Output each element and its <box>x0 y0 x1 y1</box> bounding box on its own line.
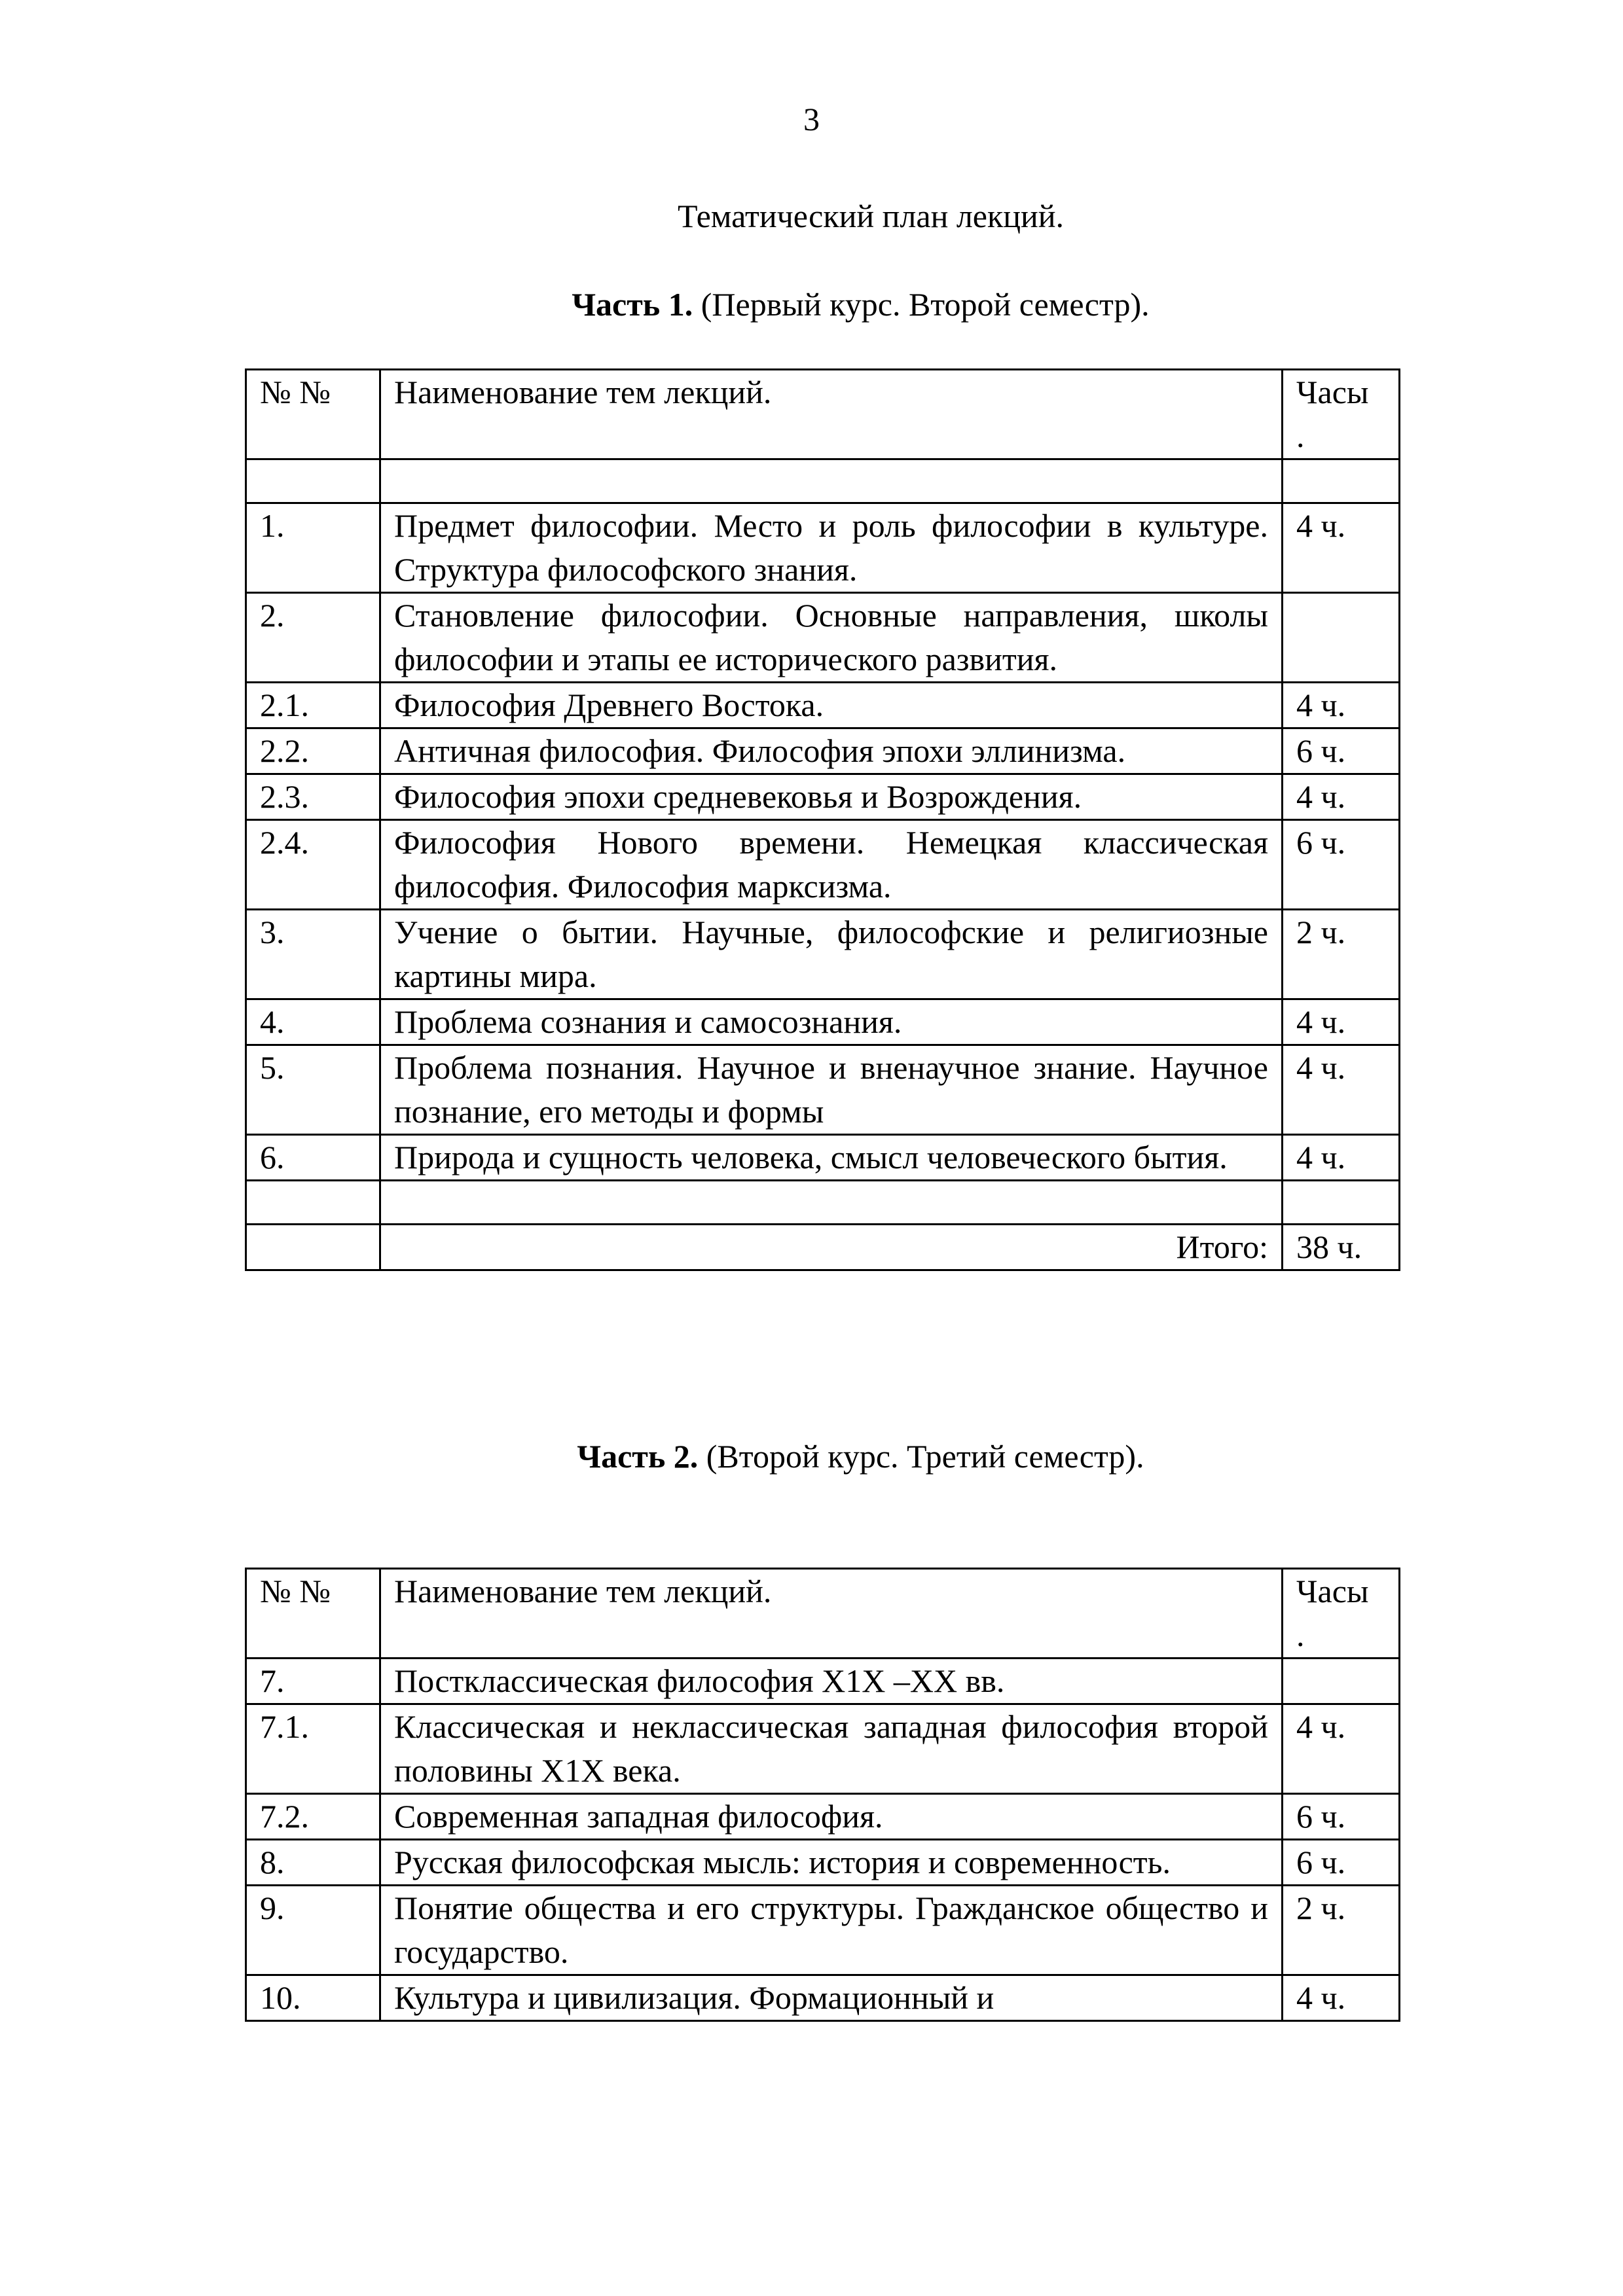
table-cell-empty <box>246 1181 380 1225</box>
row-name: Понятие общества и его структуры. Гражданское общество и государство. <box>380 1886 1283 1975</box>
table-cell-empty <box>1283 1181 1400 1225</box>
row-name: Философия Нового времени. Немецкая классическая философия. Философия марксизма. <box>380 820 1283 910</box>
row-hours: 4 ч. <box>1283 1045 1400 1135</box>
row-hours: 4 ч. <box>1283 683 1400 728</box>
row-num: 8. <box>246 1840 380 1886</box>
row-name: Становление философии. Основные направления, школы философии и этапы ее исторического развития. <box>380 593 1283 683</box>
row-name: Постклассическая философия Х1Х –ХХ вв. <box>380 1659 1283 1704</box>
header-hours <box>1283 370 1400 459</box>
row-hours: 4 ч. <box>1283 1704 1400 1794</box>
table-row <box>246 503 1400 593</box>
row-name: Проблема познания. Научное и вненаучное знание. Научное познание, его методы и формы <box>380 1045 1283 1135</box>
row-hours <box>1283 1659 1400 1704</box>
row-num: 3. <box>246 910 380 999</box>
row-hours <box>1283 593 1400 683</box>
row-num: 2. <box>246 593 380 683</box>
header-name: Наименование тем лекций. <box>380 1569 1283 1659</box>
row-hours: 4 ч. <box>1283 1975 1400 2021</box>
row-num: 4. <box>246 999 380 1045</box>
part2-heading <box>0 1437 1623 1476</box>
table-row-blank <box>246 1181 1400 1225</box>
table-cell-empty <box>246 1225 380 1270</box>
total-hours: 38 ч. <box>1283 1225 1400 1270</box>
header-num: № № <box>246 370 380 459</box>
table-header-row <box>246 370 1400 459</box>
row-name: Философия эпохи средневековья и Возрождения. <box>380 774 1283 820</box>
table-row <box>246 820 1400 910</box>
row-hours: 2 ч. <box>1283 910 1400 999</box>
part2-heading-bold: Часть 2. <box>577 1438 699 1475</box>
header-name: Наименование тем лекций. <box>380 370 1283 459</box>
row-num: 2.2. <box>246 728 380 774</box>
table-row-blank <box>246 459 1400 503</box>
row-name: Природа и сущность человека, смысл человеческого бытия. <box>380 1135 1283 1181</box>
table-row <box>246 683 1400 728</box>
header-hours-dot: . <box>1296 1617 1305 1653</box>
table-header-row <box>246 1569 1400 1659</box>
header-hours <box>1283 1569 1400 1659</box>
row-num: 10. <box>246 1975 380 2021</box>
header-hours-dot: . <box>1296 418 1305 454</box>
table-row <box>246 1794 1400 1840</box>
table-row <box>246 1135 1400 1181</box>
row-num: 5. <box>246 1045 380 1135</box>
header-hours-label: Часы <box>1296 374 1369 410</box>
table-cell-empty <box>380 1181 1283 1225</box>
part1-lecture-table <box>245 368 1400 1271</box>
page-number: 3 <box>803 101 820 137</box>
row-num: 7. <box>246 1659 380 1704</box>
part1-heading <box>0 285 1623 324</box>
row-name: Русская философская мысль: история и современность. <box>380 1840 1283 1886</box>
row-name: Философия Древнего Востока. <box>380 683 1283 728</box>
table-total-row <box>246 1225 1400 1270</box>
row-hours: 6 ч. <box>1283 820 1400 910</box>
row-hours: 4 ч. <box>1283 503 1400 593</box>
row-num: 2.4. <box>246 820 380 910</box>
table-row <box>246 1659 1400 1704</box>
row-num: 1. <box>246 503 380 593</box>
row-hours: 6 ч. <box>1283 728 1400 774</box>
header-hours-label: Часы <box>1296 1573 1369 1609</box>
row-hours: 2 ч. <box>1283 1886 1400 1975</box>
document-title: Тематический план лекций. <box>677 198 1065 234</box>
row-num: 2.1. <box>246 683 380 728</box>
total-label: Итого: <box>380 1225 1283 1270</box>
table-row <box>246 910 1400 999</box>
part1-heading-rest: (Первый курс. Второй семестр). <box>693 286 1150 323</box>
row-num: 6. <box>246 1135 380 1181</box>
table-row <box>246 1045 1400 1135</box>
table-row <box>246 728 1400 774</box>
row-name: Современная западная философия. <box>380 1794 1283 1840</box>
row-hours: 4 ч. <box>1283 774 1400 820</box>
row-num: 7.2. <box>246 1794 380 1840</box>
table-cell-empty <box>380 459 1283 503</box>
table-row <box>246 593 1400 683</box>
table-row <box>246 774 1400 820</box>
header-num: № № <box>246 1569 380 1659</box>
row-name: Культура и цивилизация. Формационный и <box>380 1975 1283 2021</box>
part2-lecture-table <box>245 1568 1400 2022</box>
table-row <box>246 1704 1400 1794</box>
row-name: Классическая и неклассическая западная философия второй половины Х1Х века. <box>380 1704 1283 1794</box>
row-name: Предмет философии. Место и роль философии в культуре. Структура философского знания. <box>380 503 1283 593</box>
row-hours: 6 ч. <box>1283 1794 1400 1840</box>
row-name: Античная философия. Философия эпохи эллинизма. <box>380 728 1283 774</box>
row-name: Проблема сознания и самосознания. <box>380 999 1283 1045</box>
row-name: Учение о бытии. Научные, философские и религиозные картины мира. <box>380 910 1283 999</box>
table-cell-empty <box>1283 459 1400 503</box>
row-hours: 4 ч. <box>1283 1135 1400 1181</box>
row-hours: 6 ч. <box>1283 1840 1400 1886</box>
table-row <box>246 1975 1400 2021</box>
table-cell-empty <box>246 459 380 503</box>
table-row <box>246 1886 1400 1975</box>
row-num: 2.3. <box>246 774 380 820</box>
row-num: 9. <box>246 1886 380 1975</box>
part2-heading-rest: (Второй курс. Третий семестр). <box>698 1438 1144 1475</box>
row-hours: 4 ч. <box>1283 999 1400 1045</box>
row-num: 7.1. <box>246 1704 380 1794</box>
part1-heading-bold: Часть 1. <box>572 286 693 323</box>
table-row <box>246 1840 1400 1886</box>
table-row <box>246 999 1400 1045</box>
